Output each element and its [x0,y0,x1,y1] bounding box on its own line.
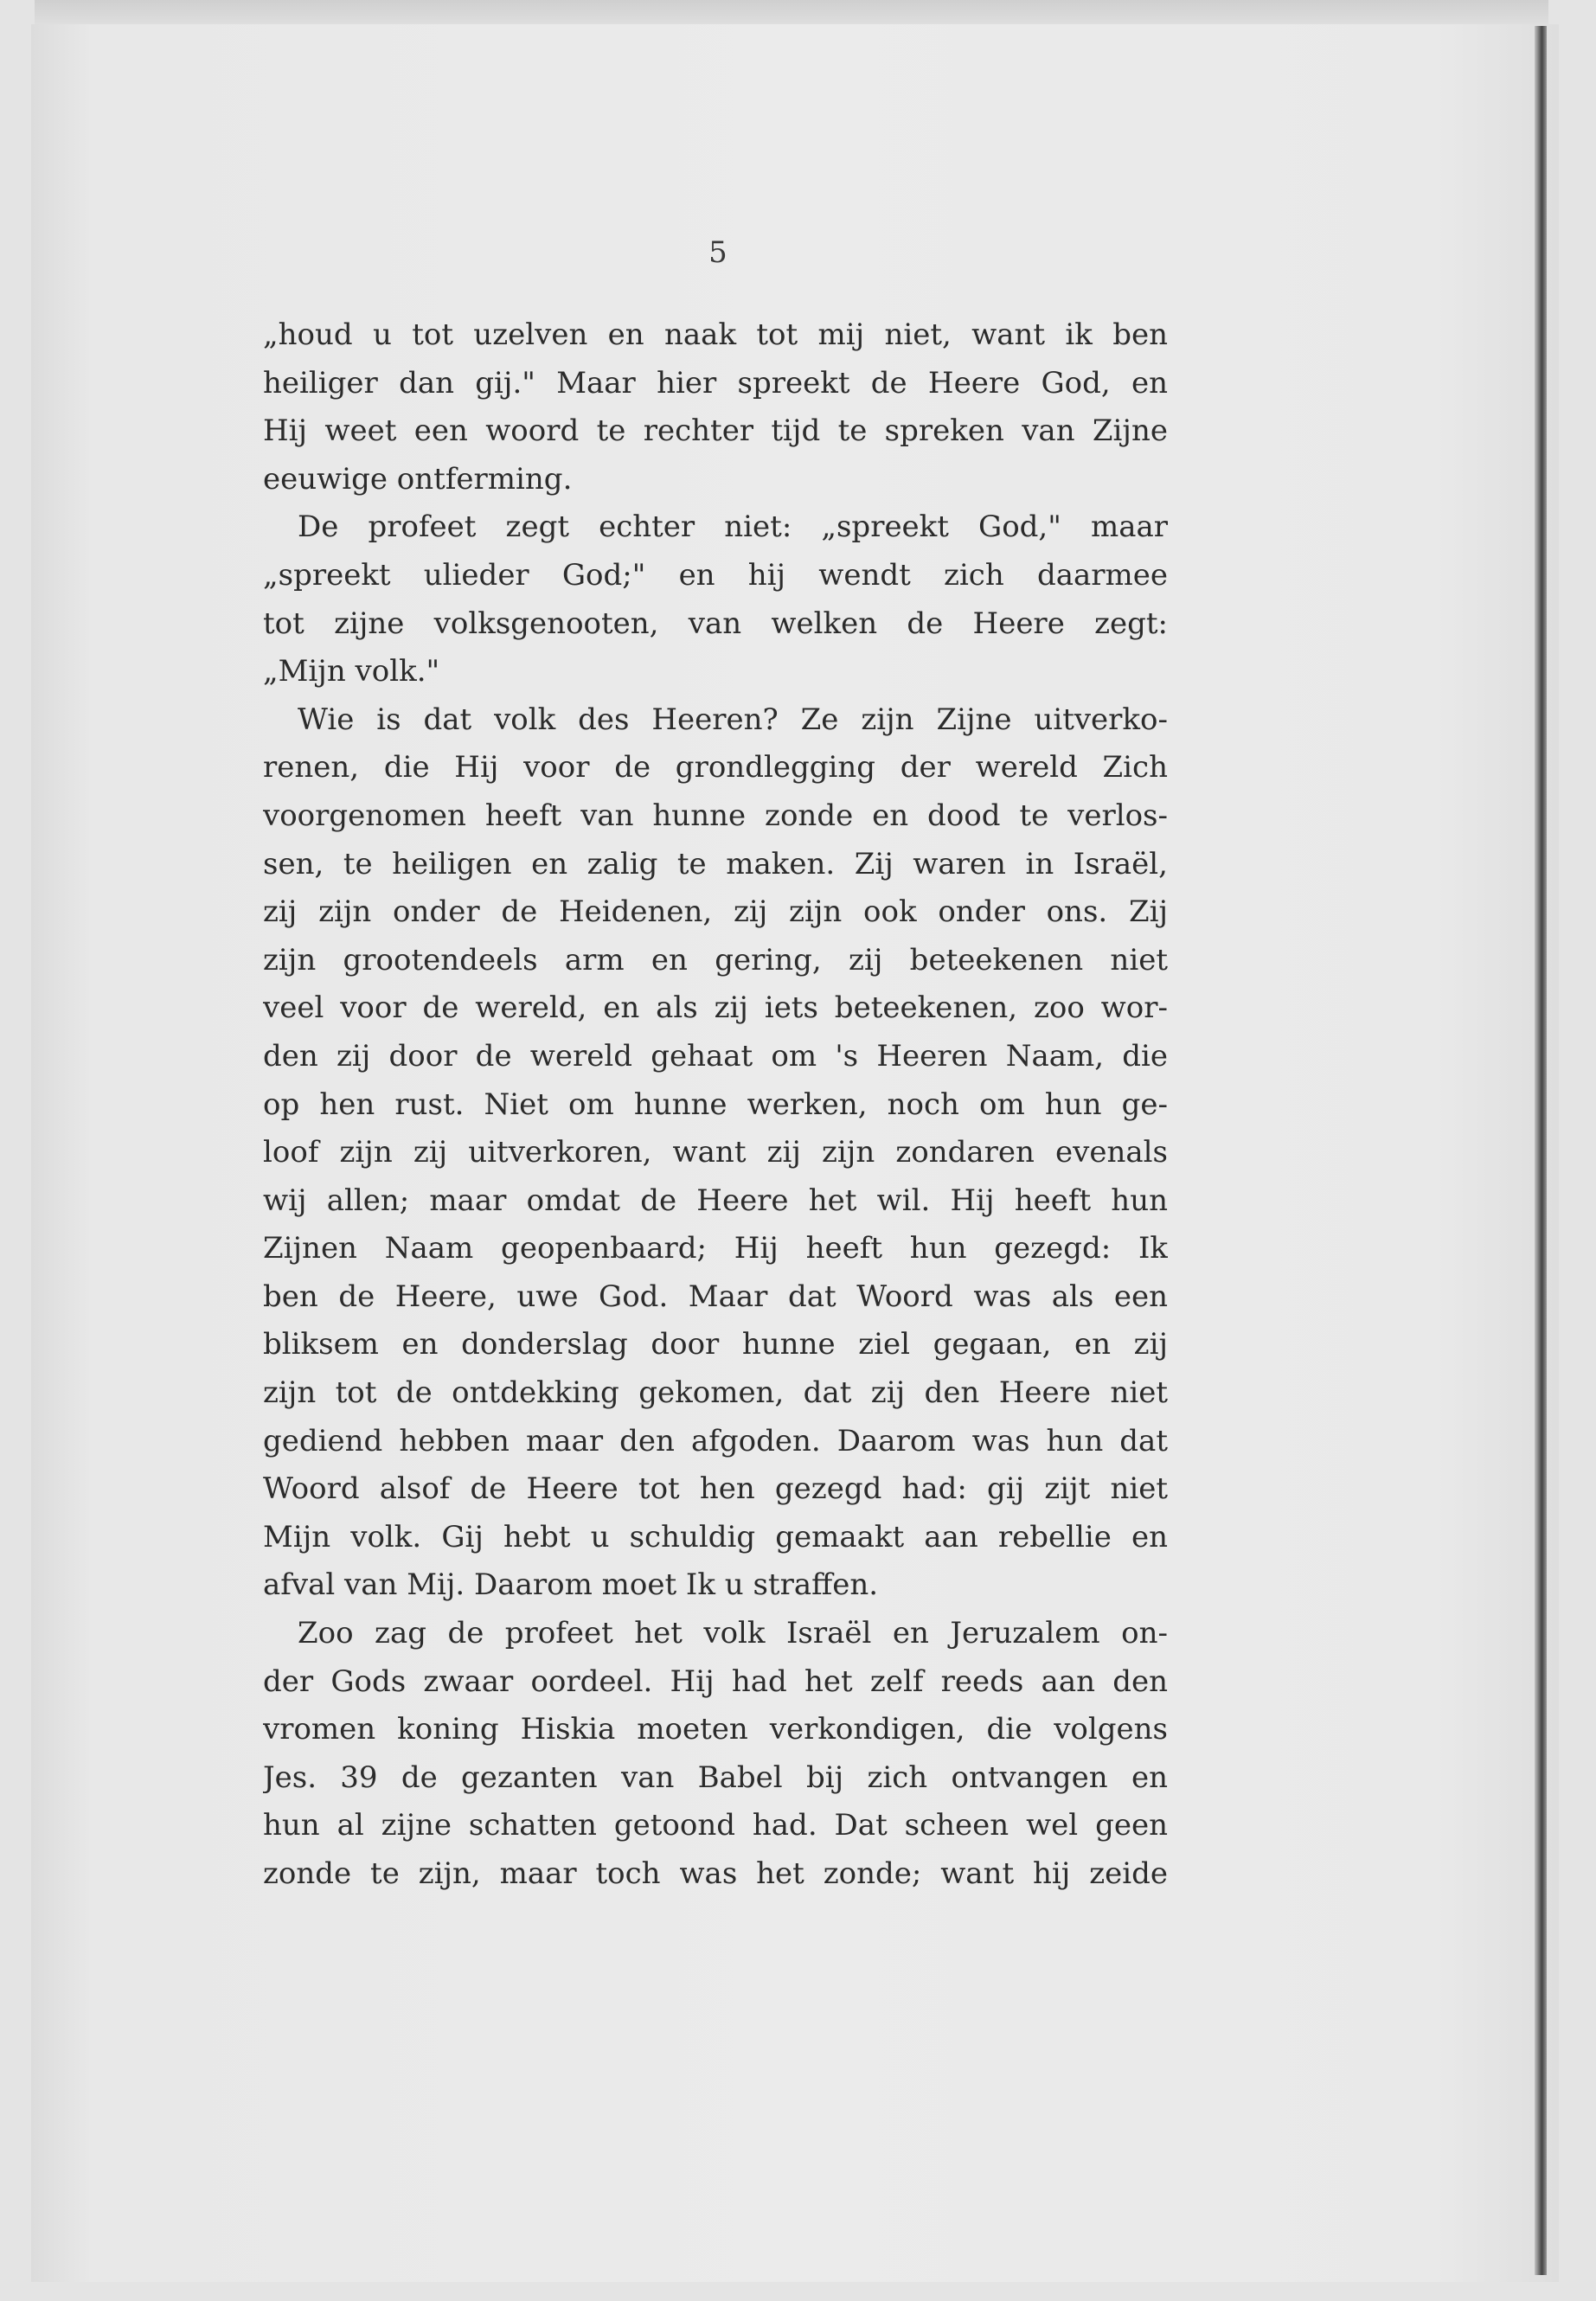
text-line: voorgenomen heeft van hunne zonde en dood te verlos- [263,798,1168,833]
text-line: „houd u tot uzelven en naak tot mij niet, want ik ben [263,317,1168,352]
text-line: zonde te zijn, maar toch was het zonde; want hij zeide [263,1856,1168,1891]
text-line: renen, die Hij voor de grondlegging der wereld Zich [263,750,1168,785]
text-line: sen, te heiligen en zalig te maken. Zij waren in Israël, [263,846,1168,881]
text-line: bliksem en donderslag door hunne ziel gegaan, en zij [263,1327,1168,1362]
text-line: „spreekt ulieder God;" en hij wendt zich daarmee [263,557,1168,593]
page-number: 5 [708,235,727,270]
text-line: hun al zijne schatten getoond had. Dat scheen wel geen [263,1808,1168,1843]
text-line: eeuwige ontferming. [263,461,573,497]
page-binding-edge [1535,26,1547,2275]
text-line: op hen rust. Niet om hunne werken, noch om hun ge- [263,1086,1168,1122]
text-line: zijn grootendeels arm en gering, zij beteekenen niet [263,942,1168,977]
text-line: loof zijn zij uitverkoren, want zij zijn zondaren evenals [263,1135,1168,1170]
text-line: Jes. 39 de gezanten van Babel bij zich ontvangen en [263,1759,1168,1795]
text-line: „Mijn volk." [263,654,440,689]
paragraph-start-line: De profeet zegt echter niet: „spreekt God," maar [298,510,1168,545]
text-line: zij zijn onder de Heidenen, zij zijn ook onder ons. Zij [263,894,1168,930]
body-text [263,311,1168,1899]
text-line: den zij door de wereld gehaat om 's Heeren Naam, die [263,1038,1168,1074]
text-line: der Gods zwaar oordeel. Hij had het zelf reeds aan den [263,1663,1168,1699]
text-line: wij allen; maar omdat de Heere het wil. Hij heeft hun [263,1183,1168,1218]
text-line: Mijn volk. Gij hebt u schuldig gemaakt aan rebellie en [263,1519,1168,1554]
text-line: zijn tot de ontdekking gekomen, dat zij den Heere niet [263,1375,1168,1411]
text-line: Woord alsof de Heere tot hen gezegd had: gij zijt niet [263,1471,1168,1507]
paragraph-start-line: Zoo zag de profeet het volk Israël en Jeruzalem on- [298,1616,1168,1651]
text-line: gediend hebben maar den afgoden. Daarom was hun dat [263,1423,1168,1458]
text-line: tot zijne volksgenooten, van welken de Heere zegt: [263,606,1168,641]
text-line: vromen koning Hiskia moeten verkondigen, die volgens [263,1712,1168,1747]
text-line: ben de Heere, uwe God. Maar dat Woord was als een [263,1279,1168,1314]
text-line: veel voor de wereld, en als zij iets beteekenen, zoo wor- [263,990,1168,1026]
text-line: heiliger dan gij." Maar hier spreekt de Heere God, en [263,365,1168,401]
text-line: afval van Mij. Daarom moet Ik u straffen. [263,1567,879,1603]
paragraph-start-line: Wie is dat volk des Heeren? Ze zijn Zijne uitverko- [298,702,1168,737]
text-line: Hij weet een woord te rechter tijd te spreken van Zijne [263,413,1168,449]
text-line: Zijnen Naam geopenbaard; Hij heeft hun gezegd: Ik [263,1231,1168,1266]
